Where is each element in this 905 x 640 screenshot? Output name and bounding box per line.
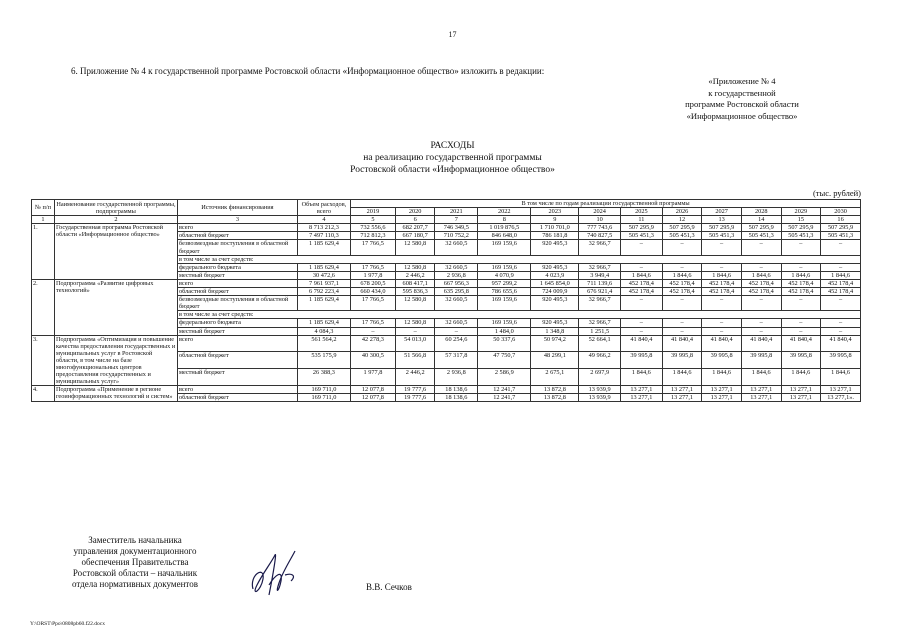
year-value-cell: 13 277,1 [621, 386, 663, 394]
column-index-cell: 16 [821, 216, 861, 224]
signature-line: обеспечения Правительства [81, 557, 189, 567]
source-cell: всего [177, 224, 297, 232]
year-value-cell: 32 966,7 [579, 240, 621, 255]
year-value-cell: 505 451,3 [621, 232, 663, 240]
year-value-cell: 13 277,1 [662, 394, 702, 402]
year-value-cell: – [621, 263, 663, 271]
year-value-cell: 60 254,6 [435, 335, 478, 352]
year-value-cell: 3 949,4 [579, 271, 621, 279]
signature-line: Ростовской области – начальник [72, 568, 198, 578]
year-value-cell: 452 178,4 [821, 279, 861, 287]
year-value-cell: 42 278,3 [351, 335, 396, 352]
appendix-line: программе Ростовской области [685, 99, 799, 109]
year-value-cell: 54 013,0 [395, 335, 435, 352]
signature-block [60, 535, 210, 590]
year-value-cell: 51 566,8 [395, 352, 435, 369]
source-cell: в том числе за счет средств: [177, 255, 860, 263]
year-value-cell: 39 995,8 [621, 352, 663, 369]
title-line: на реализацию государственной программы [363, 153, 542, 163]
table-row [32, 279, 861, 287]
year-value-cell: 32 660,5 [435, 319, 478, 327]
year-value-cell: 2 936,8 [435, 271, 478, 279]
year-value-cell: 19 777,6 [395, 386, 435, 394]
total-cell: 7 497 110,3 [297, 232, 350, 240]
row-number-cell: 1. [32, 224, 55, 280]
year-value-cell: – [781, 327, 821, 335]
year-value-cell: 32 660,5 [435, 263, 478, 271]
year-value-cell: 1 977,8 [351, 271, 396, 279]
year-value-cell: 740 827,5 [579, 232, 621, 240]
year-value-cell: – [662, 240, 702, 255]
year-value-cell: 47 750,7 [478, 352, 531, 369]
year-value-cell: 41 840,4 [741, 335, 781, 352]
year-value-cell: 13 277,1 [702, 386, 742, 394]
table-row [32, 224, 861, 232]
year-value-cell: 1 844,6 [662, 271, 702, 279]
year-value-cell: – [741, 319, 781, 327]
year-value-cell: 4 023,9 [531, 271, 579, 279]
program-name-cell: Подпрограмма «Развитие цифровых технологий» [54, 279, 177, 335]
year-value-cell: 1 844,6 [821, 369, 861, 386]
appendix-line: «Информационное общество» [686, 110, 798, 121]
header-source: Источник финансирования [177, 200, 297, 216]
source-cell: всего [177, 335, 297, 352]
year-value-cell: 452 178,4 [821, 288, 861, 296]
signer-name: В.В. Сечков [366, 582, 412, 592]
appendix-heading [637, 76, 847, 122]
column-index-cell: 1 [32, 216, 55, 224]
year-value-cell: 452 178,4 [741, 288, 781, 296]
year-value-cell: 786 655,6 [478, 288, 531, 296]
title-line: Ростовской области «Информационное общество» [350, 165, 555, 175]
row-number-cell: 3. [32, 335, 55, 386]
year-value-cell: – [821, 263, 861, 271]
year-value-cell: – [741, 296, 781, 311]
year-value-cell: 505 451,3 [741, 232, 781, 240]
year-value-cell: – [662, 296, 702, 311]
year-value-cell: 13 277,1». [821, 394, 861, 402]
year-value-cell: 39 995,8 [662, 352, 702, 369]
page-number: 17 [448, 30, 457, 39]
year-value-cell: 17 766,5 [351, 319, 396, 327]
source-cell: всего [177, 386, 297, 394]
source-cell: местный бюджет [177, 271, 297, 279]
year-value-cell: 667 180,7 [395, 232, 435, 240]
source-cell: местный бюджет [177, 369, 297, 386]
year-value-cell: – [741, 240, 781, 255]
year-value-cell: – [702, 327, 742, 335]
year-value-cell: – [621, 319, 663, 327]
title-line: РАСХОДЫ [430, 141, 475, 151]
year-value-cell: 660 434,0 [351, 288, 396, 296]
year-value-cell: 724 009,9 [531, 288, 579, 296]
year-value-cell: 1 348,8 [531, 327, 579, 335]
year-value-cell: 41 840,4 [781, 335, 821, 352]
year-value-cell: – [621, 327, 663, 335]
total-cell: 535 175,9 [297, 352, 350, 369]
column-index-cell: 13 [702, 216, 742, 224]
year-value-cell: 13 277,1 [781, 386, 821, 394]
header-num: № п/п [32, 200, 55, 216]
program-name-cell: Подпрограмма «Оптимизация и повышение качества предоставления государственных и муниципальных услуг в Ростовской области, в том числе на базе многофункциональных центров предоставления государственных и муниципальных услуг» [54, 335, 177, 386]
year-value-cell: 920 495,3 [531, 319, 579, 327]
column-index-cell: 7 [435, 216, 478, 224]
column-index-cell: 3 [177, 216, 297, 224]
header-year: 2030 [821, 208, 861, 216]
year-value-cell: 507 295,9 [702, 224, 742, 232]
total-cell: 169 711,0 [297, 386, 350, 394]
year-value-cell: 846 648,0 [478, 232, 531, 240]
year-value-cell: 452 178,4 [702, 279, 742, 287]
year-value-cell: 17 766,5 [351, 296, 396, 311]
header-year: 2027 [702, 208, 742, 216]
year-value-cell: 13 277,1 [781, 394, 821, 402]
year-value-cell: 507 295,9 [741, 224, 781, 232]
header-year: 2026 [662, 208, 702, 216]
total-cell: 1 185 629,4 [297, 263, 350, 271]
year-value-cell: 13 277,1 [621, 394, 663, 402]
total-cell: 26 388,3 [297, 369, 350, 386]
column-index-cell: 5 [351, 216, 396, 224]
year-value-cell: 32 660,5 [435, 296, 478, 311]
year-value-cell: 452 178,4 [621, 288, 663, 296]
source-cell: всего [177, 279, 297, 287]
year-value-cell: 1 844,6 [621, 271, 663, 279]
row-number-cell: 4. [32, 386, 55, 402]
year-value-cell: – [702, 319, 742, 327]
program-name-cell: Подпрограмма «Применение в регионе геоинформационных технологий и систем» [54, 386, 177, 402]
year-value-cell: – [702, 263, 742, 271]
appendix-line: к государственной [708, 87, 776, 98]
year-value-cell: 2 936,8 [435, 369, 478, 386]
source-cell: федерального бюджета [177, 263, 297, 271]
year-value-cell: 12 241,7 [478, 386, 531, 394]
year-value-cell: 41 840,4 [662, 335, 702, 352]
year-value-cell: 12 580,8 [395, 240, 435, 255]
year-value-cell: – [395, 327, 435, 335]
year-value-cell: 1 844,6 [662, 369, 702, 386]
column-index-cell: 8 [478, 216, 531, 224]
year-value-cell: 1 645 854,0 [531, 279, 579, 287]
year-value-cell: 18 138,6 [435, 386, 478, 394]
year-value-cell: 678 200,5 [351, 279, 396, 287]
column-index-cell: 11 [621, 216, 663, 224]
year-value-cell: 507 295,9 [621, 224, 663, 232]
year-value-cell: 1 844,6 [821, 271, 861, 279]
header-year: 2022 [478, 208, 531, 216]
year-value-cell: 169 159,6 [478, 240, 531, 255]
year-value-cell: 746 349,5 [435, 224, 478, 232]
header-years-caption: В том числе по годам реализации государственной программы [351, 200, 861, 208]
year-value-cell: 2 675,1 [531, 369, 579, 386]
header-year: 2025 [621, 208, 663, 216]
header-year: 2020 [395, 208, 435, 216]
source-cell: областной бюджет [177, 288, 297, 296]
year-value-cell: – [702, 240, 742, 255]
year-value-cell: – [662, 319, 702, 327]
source-cell: безвозмездные поступления в областной бюджет [177, 296, 297, 311]
year-value-cell: 505 451,3 [662, 232, 702, 240]
expenses-table [31, 199, 861, 402]
header-year: 2021 [435, 208, 478, 216]
header-total: Объем расходов, всего [297, 200, 350, 216]
year-value-cell: 507 295,9 [781, 224, 821, 232]
year-value-cell: 12 077,8 [351, 386, 396, 394]
year-value-cell: – [741, 263, 781, 271]
year-value-cell: – [621, 240, 663, 255]
signature-line: отдела нормативных документов [72, 579, 198, 589]
column-index-cell: 14 [741, 216, 781, 224]
column-index-cell: 15 [781, 216, 821, 224]
total-cell: 169 711,0 [297, 394, 350, 402]
year-value-cell: 13 872,8 [531, 386, 579, 394]
source-cell: в том числе за счет средств: [177, 311, 860, 319]
column-index-cell: 4 [297, 216, 350, 224]
column-index-cell: 12 [662, 216, 702, 224]
year-value-cell: 507 295,9 [662, 224, 702, 232]
year-value-cell: – [662, 263, 702, 271]
year-value-cell: 957 299,2 [478, 279, 531, 287]
units-label: (тыс. рублей) [812, 188, 861, 198]
table-row [32, 386, 861, 394]
source-cell: областной бюджет [177, 352, 297, 369]
year-value-cell: 1 484,0 [478, 327, 531, 335]
year-value-cell: 1 844,6 [621, 369, 663, 386]
year-value-cell: 12 241,7 [478, 394, 531, 402]
year-value-cell: 39 995,8 [781, 352, 821, 369]
year-value-cell: 19 777,6 [395, 394, 435, 402]
total-cell: 4 084,3 [297, 327, 350, 335]
header-year: 2028 [741, 208, 781, 216]
year-value-cell: 12 580,8 [395, 319, 435, 327]
column-index-cell: 6 [395, 216, 435, 224]
year-value-cell: 452 178,4 [621, 279, 663, 287]
year-value-cell: – [702, 296, 742, 311]
year-value-cell: 1 710 701,0 [531, 224, 579, 232]
year-value-cell: 57 317,8 [435, 352, 478, 369]
year-value-cell: 17 766,5 [351, 240, 396, 255]
header-year: 2029 [781, 208, 821, 216]
year-value-cell: 1 844,6 [741, 369, 781, 386]
year-value-cell: 1 844,6 [781, 271, 821, 279]
header-name: Наименование государственной программы, подпрограммы [56, 200, 176, 215]
year-value-cell: 50 974,2 [531, 335, 579, 352]
year-value-cell: – [781, 240, 821, 255]
column-index-cell: 9 [531, 216, 579, 224]
year-value-cell: 13 277,1 [662, 386, 702, 394]
year-value-cell: 32 966,7 [579, 263, 621, 271]
year-value-cell: – [351, 327, 396, 335]
year-value-cell: – [821, 327, 861, 335]
year-value-cell: 2 446,2 [395, 369, 435, 386]
total-cell: 561 564,2 [297, 335, 350, 352]
year-value-cell: 608 417,1 [395, 279, 435, 287]
year-value-cell: 920 495,3 [531, 263, 579, 271]
year-value-cell: – [821, 319, 861, 327]
total-cell: 30 472,6 [297, 271, 350, 279]
year-value-cell: 777 743,6 [579, 224, 621, 232]
header-year: 2019 [351, 208, 396, 216]
year-value-cell: 2 697,9 [579, 369, 621, 386]
handwritten-signature [245, 545, 305, 605]
year-value-cell: 169 159,6 [478, 263, 531, 271]
year-value-cell: 169 159,6 [478, 319, 531, 327]
document-title [0, 140, 905, 176]
column-index-row [32, 216, 861, 224]
year-value-cell: 12 077,8 [351, 394, 396, 402]
year-value-cell: 40 300,5 [351, 352, 396, 369]
year-value-cell: 452 178,4 [662, 288, 702, 296]
year-value-cell: 1 251,5 [579, 327, 621, 335]
year-value-cell: 711 139,6 [579, 279, 621, 287]
year-value-cell: 48 299,1 [531, 352, 579, 369]
year-value-cell: 2 586,9 [478, 369, 531, 386]
row-number-cell: 2. [32, 279, 55, 335]
source-cell: безвозмездные поступления в областной бюджет [177, 240, 297, 255]
year-value-cell: 49 966,2 [579, 352, 621, 369]
total-cell: 1 185 629,4 [297, 240, 350, 255]
intro-text: 6. Приложение № 4 к государственной программе Ростовской области «Информационное общество» изложить в редакции: [71, 66, 545, 76]
year-value-cell: 41 840,4 [702, 335, 742, 352]
year-value-cell: 682 207,7 [395, 224, 435, 232]
year-value-cell: 732 556,6 [351, 224, 396, 232]
year-value-cell: 50 337,6 [478, 335, 531, 352]
year-value-cell: 505 451,3 [702, 232, 742, 240]
year-value-cell: – [781, 263, 821, 271]
year-value-cell: 13 939,9 [579, 394, 621, 402]
year-value-cell: – [781, 319, 821, 327]
year-value-cell: 452 178,4 [662, 279, 702, 287]
year-value-cell: 13 277,1 [702, 394, 742, 402]
year-value-cell: 452 178,4 [781, 288, 821, 296]
year-value-cell: 505 451,3 [821, 232, 861, 240]
year-value-cell: 1 844,6 [702, 271, 742, 279]
year-value-cell: 595 836,3 [395, 288, 435, 296]
year-value-cell: 13 872,8 [531, 394, 579, 402]
file-path: Y:\ORST\Ppo\0808pb60.f22.docx [30, 621, 105, 627]
year-value-cell: 1 977,8 [351, 369, 396, 386]
year-value-cell: 667 956,3 [435, 279, 478, 287]
year-value-cell: 1 844,6 [781, 369, 821, 386]
year-value-cell: 2 446,2 [395, 271, 435, 279]
year-value-cell: – [821, 296, 861, 311]
year-value-cell: – [741, 327, 781, 335]
year-value-cell: 13 277,1 [741, 394, 781, 402]
total-cell: 6 792 223,4 [297, 288, 350, 296]
year-value-cell: 786 181,8 [531, 232, 579, 240]
year-value-cell: 712 812,3 [351, 232, 396, 240]
source-cell: областной бюджет [177, 394, 297, 402]
year-value-cell: – [662, 327, 702, 335]
year-value-cell: 920 495,3 [531, 296, 579, 311]
year-value-cell: 32 966,7 [579, 296, 621, 311]
source-cell: федерального бюджета [177, 319, 297, 327]
column-index-cell: 2 [54, 216, 177, 224]
year-value-cell: 710 752,2 [435, 232, 478, 240]
table-row [32, 335, 861, 352]
year-value-cell: 169 159,6 [478, 296, 531, 311]
year-value-cell: 1 844,6 [741, 271, 781, 279]
year-value-cell: 12 580,8 [395, 263, 435, 271]
source-cell: местный бюджет [177, 327, 297, 335]
year-value-cell: 32 966,7 [579, 319, 621, 327]
year-value-cell: 1 019 876,5 [478, 224, 531, 232]
year-value-cell: – [821, 240, 861, 255]
total-cell: 1 185 629,4 [297, 296, 350, 311]
total-cell: 1 185 629,4 [297, 319, 350, 327]
year-value-cell: 452 178,4 [781, 279, 821, 287]
year-value-cell: 1 844,6 [702, 369, 742, 386]
year-value-cell: 13 277,1 [821, 386, 861, 394]
year-value-cell: 17 766,5 [351, 263, 396, 271]
year-value-cell: 32 660,5 [435, 240, 478, 255]
year-value-cell: 18 138,6 [435, 394, 478, 402]
year-value-cell: 507 295,9 [821, 224, 861, 232]
year-value-cell: 676 921,4 [579, 288, 621, 296]
column-index-cell: 10 [579, 216, 621, 224]
total-cell: 8 713 212,3 [297, 224, 350, 232]
year-value-cell: 505 451,3 [781, 232, 821, 240]
year-value-cell: 635 295,8 [435, 288, 478, 296]
year-value-cell: 920 495,3 [531, 240, 579, 255]
total-cell: 7 961 937,1 [297, 279, 350, 287]
year-value-cell: 13 277,1 [741, 386, 781, 394]
year-value-cell: 39 995,8 [702, 352, 742, 369]
year-value-cell: – [781, 296, 821, 311]
program-name-cell: Государственная программа Ростовской области «Информационное общество» [54, 224, 177, 280]
year-value-cell: – [435, 327, 478, 335]
signature-line: Заместитель начальника [88, 535, 182, 545]
year-value-cell: 52 664,1 [579, 335, 621, 352]
year-value-cell: 452 178,4 [702, 288, 742, 296]
year-value-cell: – [621, 296, 663, 311]
header-year: 2023 [531, 208, 579, 216]
source-cell: областной бюджет [177, 232, 297, 240]
year-value-cell: 39 995,8 [821, 352, 861, 369]
signature-line: управления документационного [73, 546, 197, 556]
year-value-cell: 39 995,8 [741, 352, 781, 369]
year-value-cell: 41 840,4 [621, 335, 663, 352]
year-value-cell: 13 939,9 [579, 386, 621, 394]
appendix-line: «Приложение № 4 [708, 76, 776, 86]
year-value-cell: 4 070,9 [478, 271, 531, 279]
header-year: 2024 [579, 208, 621, 216]
year-value-cell: 12 580,8 [395, 296, 435, 311]
year-value-cell: 452 178,4 [741, 279, 781, 287]
year-value-cell: 41 840,4 [821, 335, 861, 352]
